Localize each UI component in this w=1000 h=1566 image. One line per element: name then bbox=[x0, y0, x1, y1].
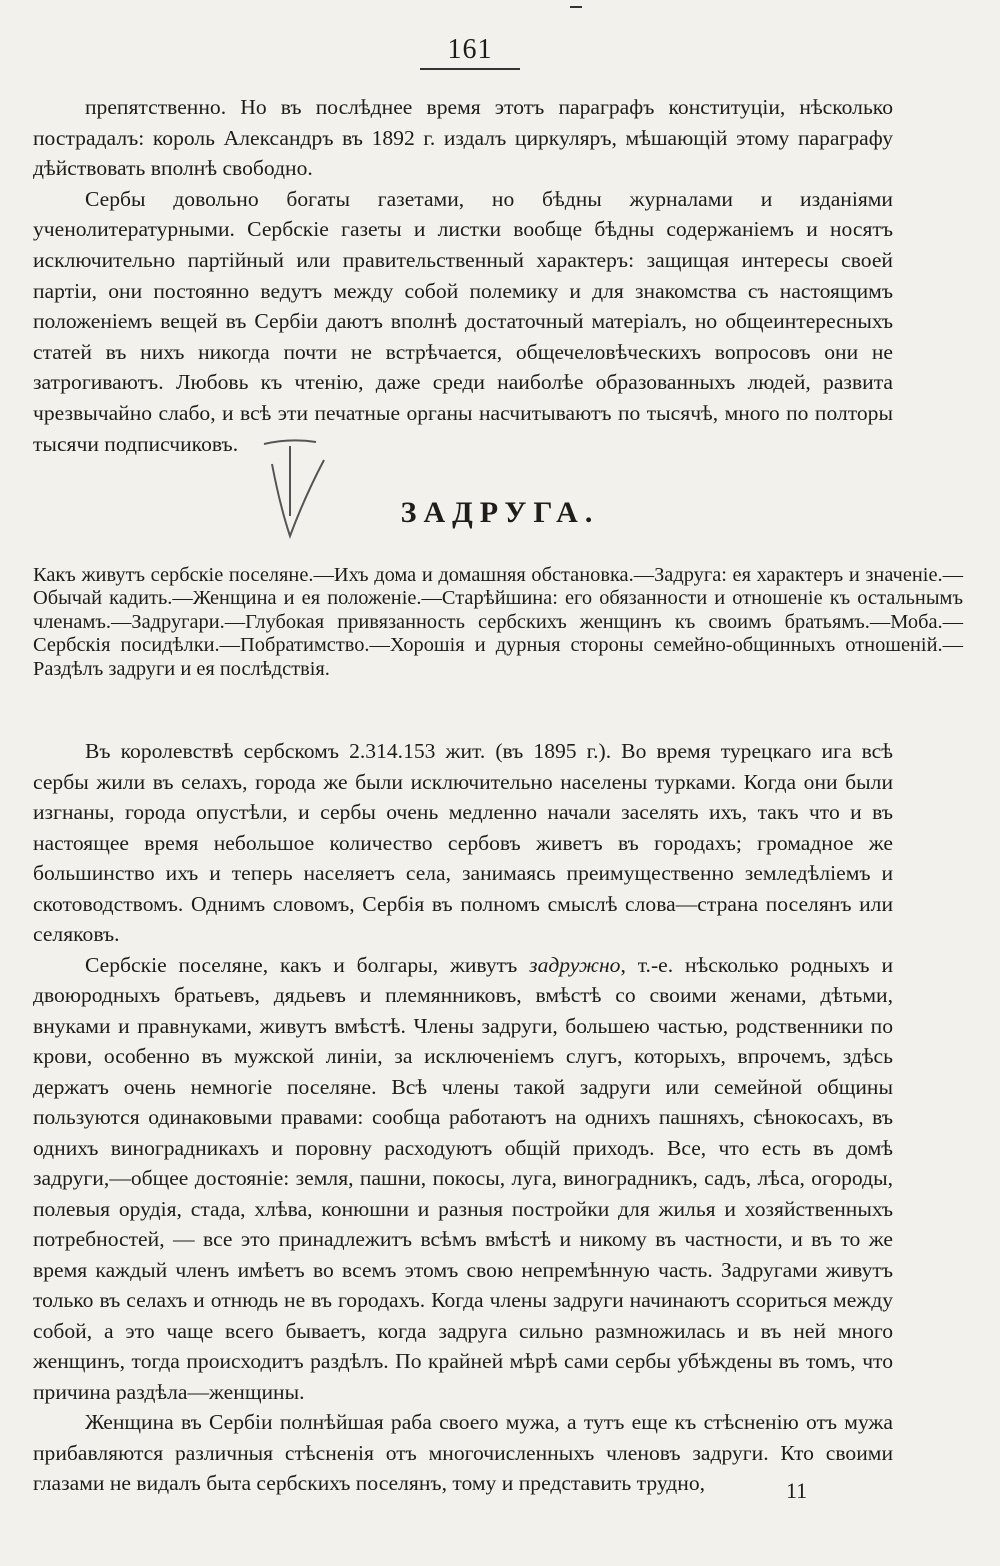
top-page-mark bbox=[570, 6, 582, 8]
chapter-summary bbox=[33, 564, 963, 681]
main-paragraph-3: Женщина въ Сербіи полнѣйшая раба своего мужа, а тутъ еще къ стѣсненію отъ мужа прибавляются различныя стѣсненія отъ многочисленныхъ членовъ задруги. Кто своими глазами не видалъ быта сербскихъ поселянъ, тому и представить трудно, bbox=[33, 1410, 893, 1495]
signature-mark: 11 bbox=[786, 1478, 808, 1503]
main-paragraph-2-start: Сербскіе поселяне, какъ и болгары, живутъ bbox=[85, 952, 530, 977]
header-rule bbox=[420, 68, 520, 70]
emphasized-word: задружно bbox=[529, 952, 621, 977]
main-paragraph-1: Въ королевствѣ сербскомъ 2.314.153 жит. (въ 1895 г.). Во время турецкаго ига всѣ сербы жили въ селахъ, города же были исключительно населены турками. Когда они были изгнаны, города опустѣли, и сербы очень медленно начали заселять ихъ, такъ что и въ настоящее время небольшое количество сербовъ живетъ въ городахъ; громадное же большинство ихъ и теперь населяетъ села, занимаясь преимущественно земледѣліемъ и скотоводствомъ. Однимъ словомъ, Сербія въ полномъ смыслѣ слова—страна поселянъ или селяковъ. bbox=[33, 739, 893, 946]
main-text bbox=[33, 736, 893, 1499]
page-number: 161 bbox=[447, 34, 493, 65]
summary-text: Какъ живутъ сербскіе поселяне.—Ихъ дома и домашняя обстановка.—Задруга: ея характеръ и значеніе.—Обычай кадить.—Женщина и ея положеніе.—Старѣйшина: его обязанности и отношеніе къ остальнымъ членамъ.—Задругари.—Глубокая привязанность сербскихъ женщинъ къ своимъ братьямъ.—Моба.—Сербскія посидѣлки.—Побратимство.—Хорошія и дурныя стороны семейно-общинныхъ отношеній.—Раздѣлъ задруги и ея послѣдствія. bbox=[33, 564, 963, 680]
section-title: ЗАДРУГА. bbox=[400, 496, 600, 529]
intro-paragraph-2: Сербы довольно богаты газетами, но бѣдны журналами и изданіями ученолитературными. Сербскіе газеты и листки вообще бѣдны содержаніемъ и носятъ исключительно партійный или правительственный характеръ: защищая интересы своей партіи, они постоянно ведутъ между собой полемику и для знакомства съ настоящимъ положеніемъ вещей въ Сербіи даютъ вполнѣ достаточный матеріалъ, но общеинтересныхъ статей въ нихъ никогда почти не встрѣчается, общечеловѣческихъ вопросовъ они не затрогиваютъ. Любовь къ чтенію, даже среди наиболѣе образованныхъ людей, развита чрезвычайно слабо, и всѣ эти печатные органы насчитываютъ по тысячѣ, много по полторы тысячи подписчиковъ. bbox=[33, 186, 893, 456]
main-paragraph-2 bbox=[33, 950, 893, 1408]
intro-text bbox=[33, 92, 893, 459]
main-paragraph-2-rest: , т.-е. нѣсколько родныхъ и двоюродныхъ братьевъ, дядьевъ и племянниковъ, вмѣстѣ со своими женами, дѣтьми, внуками и правнуками, живутъ вмѣстѣ. Члены задруги, большею частью, родственники по крови, особенно въ мужской линіи, за исключеніемъ слугъ, которыхъ, впрочемъ, здѣсь держатъ очень немногіе поселяне. Всѣ члены такой задруги или семейной общины пользуются одинаковыми правами: сообща работаютъ на однихъ пашняхъ, сѣнокосахъ, въ однихъ виноградникахъ и поровну расходуютъ общій приходъ. Все, что есть въ домѣ задруги,—общее достояніе: земля, пашни, покосы, луга, виноградникъ, садъ, лѣса, огороды, полевыя орудія, стада, хлѣва, конюшни и разныя постройки для жилья и хозяйственныхъ потребностей, — все это принадлежитъ всѣмъ вмѣстѣ и никому въ частности, и въ то же время каждый членъ имѣетъ во всемъ этомъ свою непремѣнную часть. Задругами живутъ только въ селахъ и отнюдь не въ городахъ. Когда члены задруги начинаютъ ссориться между собой, а это чаще всего бываетъ, когда задруга сильно размножилась и въ ней много женщинъ, тогда происходитъ раздѣлъ. По крайней мѣрѣ сами сербы убѣждены въ томъ, что причина раздѣла—женщины. bbox=[33, 952, 894, 1404]
intro-paragraph-1: препятственно. Но въ послѣднее время этотъ параграфъ конституціи, нѣсколько пострадалъ: король Александръ въ 1892 г. издалъ циркуляръ, мѣшающій этому параграфу дѣйствовать вполнѣ свободно. bbox=[33, 95, 893, 181]
